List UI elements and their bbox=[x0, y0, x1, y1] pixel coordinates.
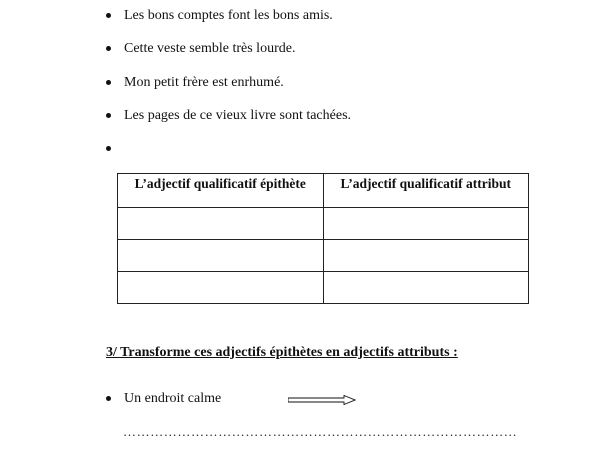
sentence-item bbox=[106, 6, 351, 39]
answer-cell-epithete[interactable] bbox=[118, 208, 324, 240]
bullet-icon bbox=[106, 46, 111, 51]
bullet-icon bbox=[106, 113, 111, 118]
header-epithete: L’adjectif qualificatif épithète bbox=[118, 174, 324, 208]
arrow-right-icon bbox=[288, 395, 356, 405]
bullet-icon bbox=[106, 146, 111, 151]
answer-cell-attribut[interactable] bbox=[323, 272, 529, 304]
answer-dotted-line[interactable]: …………………………………………………………………………… bbox=[123, 424, 518, 439]
sentence-list bbox=[106, 6, 351, 172]
exercise-item bbox=[106, 390, 221, 408]
sentence-item bbox=[106, 39, 351, 72]
bullet-icon bbox=[106, 13, 111, 18]
sentence-text: Les pages de ce vieux livre sont tachées. bbox=[124, 107, 352, 123]
table-row bbox=[118, 272, 529, 304]
answer-cell-epithete[interactable] bbox=[118, 240, 324, 272]
section-3-title: 3/ Transforme ces adjectifs épithètes en adjectifs attributs : bbox=[106, 345, 458, 360]
bullet-icon bbox=[106, 396, 111, 401]
sentence-item bbox=[106, 73, 351, 106]
bullet-icon bbox=[106, 80, 111, 85]
sentence-item bbox=[106, 106, 351, 139]
exercise-text: Un endroit calme bbox=[124, 391, 222, 406]
answer-cell-epithete[interactable] bbox=[118, 272, 324, 304]
sentence-text: Les bons comptes font les bons amis. bbox=[124, 8, 333, 23]
table-row bbox=[118, 240, 529, 272]
answer-cell-attribut[interactable] bbox=[323, 240, 529, 272]
sentence-text: Cette veste semble très lourde. bbox=[124, 41, 296, 57]
table-row bbox=[118, 208, 529, 240]
sentence-item bbox=[106, 139, 351, 172]
adjective-table bbox=[117, 173, 529, 304]
sentence-text: Mon petit frère est enrhumé. bbox=[124, 74, 284, 90]
answer-cell-attribut[interactable] bbox=[323, 208, 529, 240]
table-header-row bbox=[118, 174, 529, 208]
header-attribut: L’adjectif qualificatif attribut bbox=[323, 174, 529, 208]
